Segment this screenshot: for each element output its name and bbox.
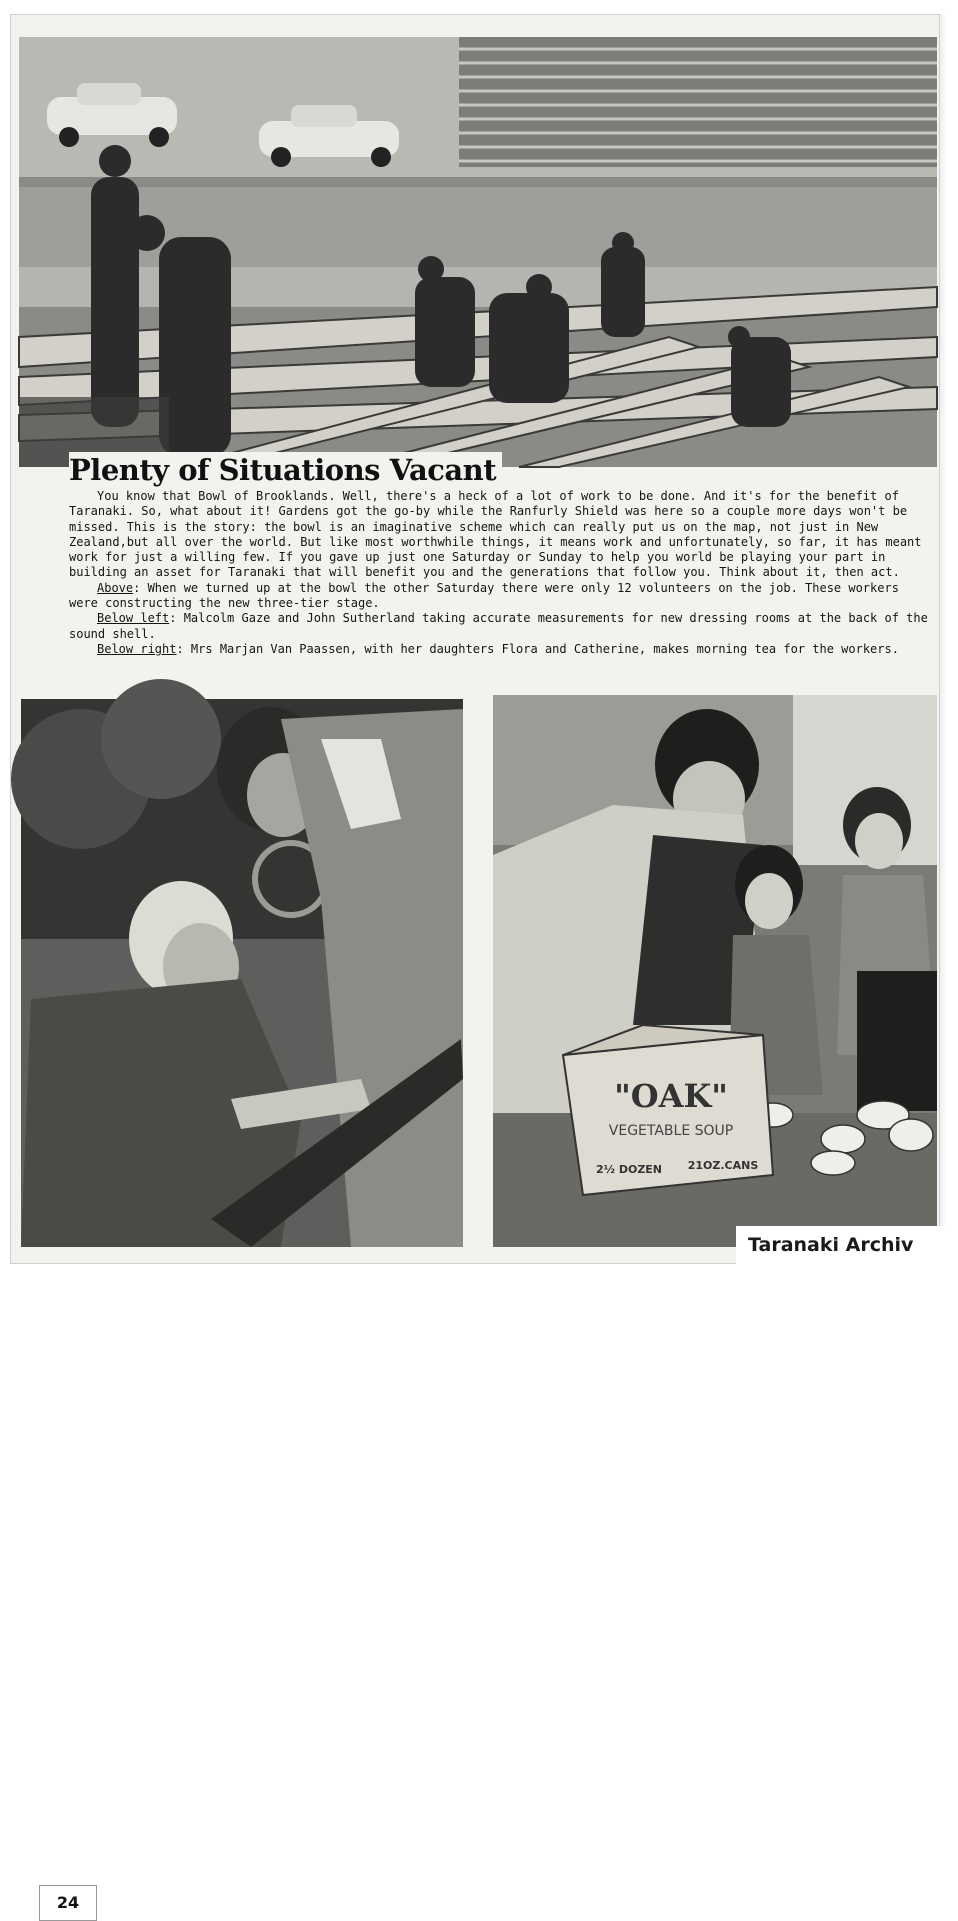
stage-construction-illustration [19,37,937,467]
article-text [69,489,935,657]
caption-above [69,581,935,612]
page-number: 24 [39,1885,97,1921]
box-product-text: VEGETABLE SOUP [608,1123,734,1139]
article-body: You know that Bowl of Brooklands. Well, there's a heck of a lot of work to be done. And it's for the benefit of Taranaki. So, what about it! Gardens got the go-by while the Ranfurly Shield was here so a couple more days won't be missed. This is the story: the bowl is an imaginative scheme which can really put us on the map, not just in New Zealand,but all over the world. But like most worthwhile things, it means work and unfortunately, so far, it has meant work for just a willing few. If you gave up just one Saturday or Sunday to help you world be playing your part in building an asset for Taranaki that will benefit you and the generations that follow you. Think about it, then act. [69,489,922,580]
caption-label: Below left [97,611,170,626]
caption-label: Below right [97,641,177,656]
article-headline: Plenty of Situations Vacant [69,452,502,488]
caption-label: Above [97,580,134,595]
measuring-illustration [21,699,463,1247]
box-brand-text: "OAK" [614,1077,728,1115]
grandstand-seating [459,37,937,167]
caption-below-left [69,611,935,642]
urn [857,971,937,1111]
photo-measuring [21,699,463,1912]
archive-watermark: Taranaki Archiv [736,1226,958,1264]
photo-morning-tea [493,695,937,1247]
caption-below-right [69,642,935,657]
caption-text: : Malcolm Gaze and John Sutherland taking accurate measurements for new dressing rooms at the back of the sound shell. [69,611,928,641]
caption-text: : When we turned up at the bowl the other Saturday there were only 12 volunteers on the job. These workers were constructing the new three-tier stage. [69,580,899,611]
caption-text: : Mrs Marjan Van Paassen, with her daughters Flora and Catherine, makes morning tea for the workers. [176,641,899,656]
magazine-page [10,14,940,1912]
box-size-text: 21OZ.CANS [687,1159,759,1172]
photo-stage-construction [19,37,937,467]
morning-tea-illustration [493,695,937,1247]
box-quantity-text: 2½ DOZEN [595,1163,663,1176]
